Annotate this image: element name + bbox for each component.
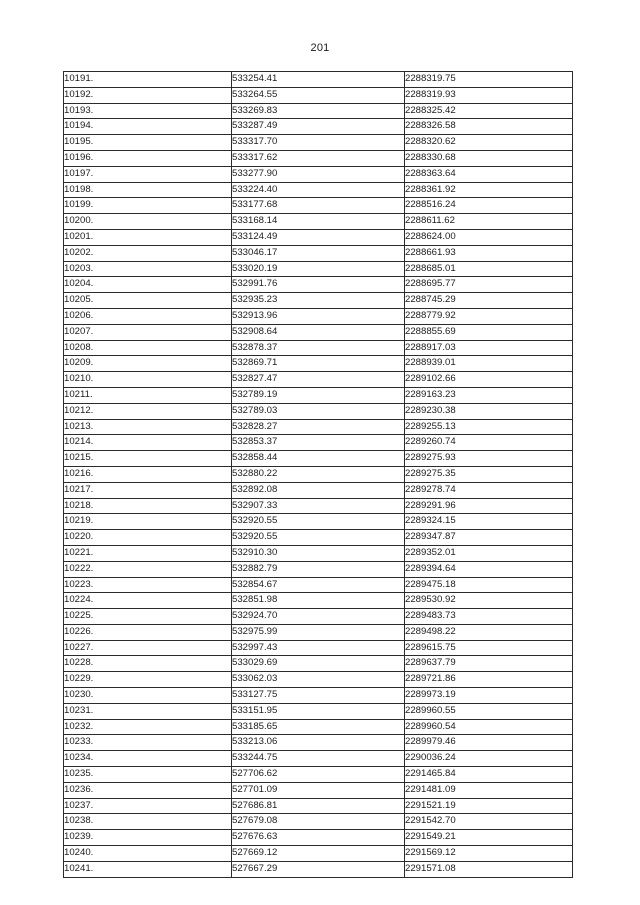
x-coordinate-cell: 533213.06 <box>232 735 405 751</box>
point-number-cell: 10238. <box>64 814 232 830</box>
point-number-cell: 10197. <box>64 166 232 182</box>
table-row <box>64 514 573 530</box>
point-number-cell: 10219. <box>64 514 232 530</box>
table-row <box>64 814 573 830</box>
y-coordinate-cell: 2289163.23 <box>405 387 573 403</box>
y-coordinate-cell: 2289260.74 <box>405 435 573 451</box>
y-coordinate-cell: 2288319.93 <box>405 87 573 103</box>
x-coordinate-cell: 532991.76 <box>232 277 405 293</box>
point-number-cell: 10221. <box>64 545 232 561</box>
y-coordinate-cell: 2288611.62 <box>405 214 573 230</box>
table-row <box>64 751 573 767</box>
y-coordinate-cell: 2291571.08 <box>405 861 573 877</box>
x-coordinate-cell: 533269.83 <box>232 103 405 119</box>
point-number-cell: 10198. <box>64 182 232 198</box>
point-number-cell: 10216. <box>64 466 232 482</box>
table-row <box>64 277 573 293</box>
x-coordinate-cell: 527679.08 <box>232 814 405 830</box>
y-coordinate-cell: 2289394.64 <box>405 561 573 577</box>
point-number-cell: 10231. <box>64 703 232 719</box>
point-number-cell: 10223. <box>64 577 232 593</box>
point-number-cell: 10203. <box>64 261 232 277</box>
point-number-cell: 10211. <box>64 387 232 403</box>
y-coordinate-cell: 2289498.22 <box>405 624 573 640</box>
y-coordinate-cell: 2288695.77 <box>405 277 573 293</box>
point-number-cell: 10218. <box>64 498 232 514</box>
x-coordinate-cell: 532880.22 <box>232 466 405 482</box>
x-coordinate-cell: 532851.98 <box>232 593 405 609</box>
table-row <box>64 861 573 877</box>
point-number-cell: 10207. <box>64 324 232 340</box>
point-number-cell: 10235. <box>64 767 232 783</box>
y-coordinate-cell: 2289291.96 <box>405 498 573 514</box>
point-number-cell: 10229. <box>64 672 232 688</box>
table-row <box>64 593 573 609</box>
x-coordinate-cell: 532854.67 <box>232 577 405 593</box>
x-coordinate-cell: 532924.70 <box>232 609 405 625</box>
y-coordinate-cell: 2291481.09 <box>405 782 573 798</box>
table-row <box>64 340 573 356</box>
table-row <box>64 229 573 245</box>
table-row <box>64 198 573 214</box>
y-coordinate-cell: 2289530.92 <box>405 593 573 609</box>
point-number-cell: 10222. <box>64 561 232 577</box>
y-coordinate-cell: 2288516.24 <box>405 198 573 214</box>
point-number-cell: 10217. <box>64 482 232 498</box>
y-coordinate-cell: 2288320.62 <box>405 135 573 151</box>
y-coordinate-cell: 2289979.46 <box>405 735 573 751</box>
table-row <box>64 103 573 119</box>
point-number-cell: 10205. <box>64 293 232 309</box>
table-row <box>64 293 573 309</box>
y-coordinate-cell: 2289275.35 <box>405 466 573 482</box>
x-coordinate-cell: 533254.41 <box>232 72 405 88</box>
x-coordinate-cell: 532920.55 <box>232 514 405 530</box>
x-coordinate-cell: 532908.64 <box>232 324 405 340</box>
y-coordinate-cell: 2288330.68 <box>405 150 573 166</box>
table-row <box>64 356 573 372</box>
y-coordinate-cell: 2288361.92 <box>405 182 573 198</box>
x-coordinate-cell: 533127.75 <box>232 688 405 704</box>
point-number-cell: 10226. <box>64 624 232 640</box>
point-number-cell: 10212. <box>64 403 232 419</box>
y-coordinate-cell: 2289278.74 <box>405 482 573 498</box>
table-row <box>64 798 573 814</box>
y-coordinate-cell: 2291542.70 <box>405 814 573 830</box>
x-coordinate-cell: 533062.03 <box>232 672 405 688</box>
table-row <box>64 308 573 324</box>
x-coordinate-cell: 532913.96 <box>232 308 405 324</box>
table-row <box>64 419 573 435</box>
point-number-cell: 10214. <box>64 435 232 451</box>
x-coordinate-cell: 532910.30 <box>232 545 405 561</box>
x-coordinate-cell: 533224.40 <box>232 182 405 198</box>
x-coordinate-cell: 527706.62 <box>232 767 405 783</box>
x-coordinate-cell: 527667.29 <box>232 861 405 877</box>
table-row <box>64 624 573 640</box>
table-row <box>64 403 573 419</box>
table-row <box>64 830 573 846</box>
y-coordinate-cell: 2289352.01 <box>405 545 573 561</box>
point-number-cell: 10230. <box>64 688 232 704</box>
table-row <box>64 846 573 862</box>
x-coordinate-cell: 532892.08 <box>232 482 405 498</box>
point-number-cell: 10204. <box>64 277 232 293</box>
x-coordinate-cell: 533124.49 <box>232 229 405 245</box>
point-number-cell: 10224. <box>64 593 232 609</box>
x-coordinate-cell: 532882.79 <box>232 561 405 577</box>
table-row <box>64 466 573 482</box>
y-coordinate-cell: 2289230.38 <box>405 403 573 419</box>
x-coordinate-cell: 533020.19 <box>232 261 405 277</box>
table-row <box>64 451 573 467</box>
point-number-cell: 10193. <box>64 103 232 119</box>
y-coordinate-cell: 2289102.66 <box>405 372 573 388</box>
y-coordinate-cell: 2289483.73 <box>405 609 573 625</box>
point-number-cell: 10213. <box>64 419 232 435</box>
y-coordinate-cell: 2289475.18 <box>405 577 573 593</box>
table-row <box>64 72 573 88</box>
table-row <box>64 166 573 182</box>
table-row <box>64 688 573 704</box>
y-coordinate-cell: 2288325.42 <box>405 103 573 119</box>
x-coordinate-cell: 532869.71 <box>232 356 405 372</box>
y-coordinate-cell: 2288779.92 <box>405 308 573 324</box>
point-number-cell: 10209. <box>64 356 232 372</box>
point-number-cell: 10233. <box>64 735 232 751</box>
x-coordinate-cell: 532997.43 <box>232 640 405 656</box>
point-number-cell: 10241. <box>64 861 232 877</box>
x-coordinate-cell: 532858.44 <box>232 451 405 467</box>
table-row <box>64 782 573 798</box>
point-number-cell: 10239. <box>64 830 232 846</box>
y-coordinate-cell: 2291549.21 <box>405 830 573 846</box>
x-coordinate-cell: 533185.65 <box>232 719 405 735</box>
y-coordinate-cell: 2291465.84 <box>405 767 573 783</box>
x-coordinate-cell: 533046.17 <box>232 245 405 261</box>
y-coordinate-cell: 2289324.15 <box>405 514 573 530</box>
x-coordinate-cell: 532935.23 <box>232 293 405 309</box>
point-number-cell: 10232. <box>64 719 232 735</box>
table-row <box>64 214 573 230</box>
point-number-cell: 10220. <box>64 530 232 546</box>
x-coordinate-cell: 532853.37 <box>232 435 405 451</box>
table-row <box>64 324 573 340</box>
table-row <box>64 119 573 135</box>
y-coordinate-cell: 2289275.93 <box>405 451 573 467</box>
table-row <box>64 767 573 783</box>
y-coordinate-cell: 2289255.13 <box>405 419 573 435</box>
x-coordinate-cell: 533277.90 <box>232 166 405 182</box>
y-coordinate-cell: 2288855.69 <box>405 324 573 340</box>
y-coordinate-cell: 2290036.24 <box>405 751 573 767</box>
point-number-cell: 10202. <box>64 245 232 261</box>
table-row <box>64 182 573 198</box>
x-coordinate-cell: 533244.75 <box>232 751 405 767</box>
x-coordinate-cell: 527676.63 <box>232 830 405 846</box>
table-row <box>64 561 573 577</box>
y-coordinate-cell: 2289721.86 <box>405 672 573 688</box>
point-number-cell: 10215. <box>64 451 232 467</box>
point-number-cell: 10234. <box>64 751 232 767</box>
point-number-cell: 10237. <box>64 798 232 814</box>
table-row <box>64 435 573 451</box>
x-coordinate-cell: 533168.14 <box>232 214 405 230</box>
y-coordinate-cell: 2289347.87 <box>405 530 573 546</box>
table-row <box>64 387 573 403</box>
y-coordinate-cell: 2291521.19 <box>405 798 573 814</box>
table-row <box>64 530 573 546</box>
table-row <box>64 672 573 688</box>
y-coordinate-cell: 2288661.93 <box>405 245 573 261</box>
point-number-cell: 10201. <box>64 229 232 245</box>
x-coordinate-cell: 532828.27 <box>232 419 405 435</box>
point-number-cell: 10236. <box>64 782 232 798</box>
x-coordinate-cell: 532907.33 <box>232 498 405 514</box>
x-coordinate-cell: 527701.09 <box>232 782 405 798</box>
table-row <box>64 719 573 735</box>
table-row <box>64 609 573 625</box>
y-coordinate-cell: 2291569.12 <box>405 846 573 862</box>
table-row <box>64 261 573 277</box>
coordinates-table <box>63 71 573 878</box>
table-row <box>64 577 573 593</box>
point-number-cell: 10240. <box>64 846 232 862</box>
table-row <box>64 245 573 261</box>
y-coordinate-cell: 2288363.64 <box>405 166 573 182</box>
x-coordinate-cell: 533177.68 <box>232 198 405 214</box>
table-row <box>64 135 573 151</box>
point-number-cell: 10228. <box>64 656 232 672</box>
table-row <box>64 498 573 514</box>
x-coordinate-cell: 533317.70 <box>232 135 405 151</box>
point-number-cell: 10206. <box>64 308 232 324</box>
y-coordinate-cell: 2288917.03 <box>405 340 573 356</box>
table-row <box>64 545 573 561</box>
x-coordinate-cell: 527669.12 <box>232 846 405 862</box>
table-row <box>64 482 573 498</box>
page-number: 201 <box>310 42 330 54</box>
point-number-cell: 10225. <box>64 609 232 625</box>
y-coordinate-cell: 2288685.01 <box>405 261 573 277</box>
x-coordinate-cell: 532975.99 <box>232 624 405 640</box>
table-row <box>64 150 573 166</box>
table-row <box>64 703 573 719</box>
point-number-cell: 10194. <box>64 119 232 135</box>
x-coordinate-cell: 532827.47 <box>232 372 405 388</box>
y-coordinate-cell: 2289615.75 <box>405 640 573 656</box>
y-coordinate-cell: 2288939.01 <box>405 356 573 372</box>
point-number-cell: 10227. <box>64 640 232 656</box>
table-row <box>64 640 573 656</box>
y-coordinate-cell: 2289973.19 <box>405 688 573 704</box>
x-coordinate-cell: 532920.55 <box>232 530 405 546</box>
x-coordinate-cell: 532878.37 <box>232 340 405 356</box>
x-coordinate-cell: 533287.49 <box>232 119 405 135</box>
point-number-cell: 10191. <box>64 72 232 88</box>
x-coordinate-cell: 527686.81 <box>232 798 405 814</box>
table-row <box>64 735 573 751</box>
point-number-cell: 10192. <box>64 87 232 103</box>
y-coordinate-cell: 2288624.00 <box>405 229 573 245</box>
y-coordinate-cell: 2288319.75 <box>405 72 573 88</box>
x-coordinate-cell: 533151.95 <box>232 703 405 719</box>
x-coordinate-cell: 532789.03 <box>232 403 405 419</box>
point-number-cell: 10196. <box>64 150 232 166</box>
y-coordinate-cell: 2289960.55 <box>405 703 573 719</box>
y-coordinate-cell: 2288745.29 <box>405 293 573 309</box>
point-number-cell: 10200. <box>64 214 232 230</box>
x-coordinate-cell: 533029.69 <box>232 656 405 672</box>
y-coordinate-cell: 2288326.58 <box>405 119 573 135</box>
point-number-cell: 10199. <box>64 198 232 214</box>
x-coordinate-cell: 533264.55 <box>232 87 405 103</box>
coordinates-table-body <box>64 72 573 878</box>
y-coordinate-cell: 2289637.79 <box>405 656 573 672</box>
x-coordinate-cell: 532789.19 <box>232 387 405 403</box>
table-row <box>64 656 573 672</box>
point-number-cell: 10208. <box>64 340 232 356</box>
point-number-cell: 10195. <box>64 135 232 151</box>
table-row <box>64 372 573 388</box>
y-coordinate-cell: 2289960.54 <box>405 719 573 735</box>
x-coordinate-cell: 533317.62 <box>232 150 405 166</box>
point-number-cell: 10210. <box>64 372 232 388</box>
table-row <box>64 87 573 103</box>
